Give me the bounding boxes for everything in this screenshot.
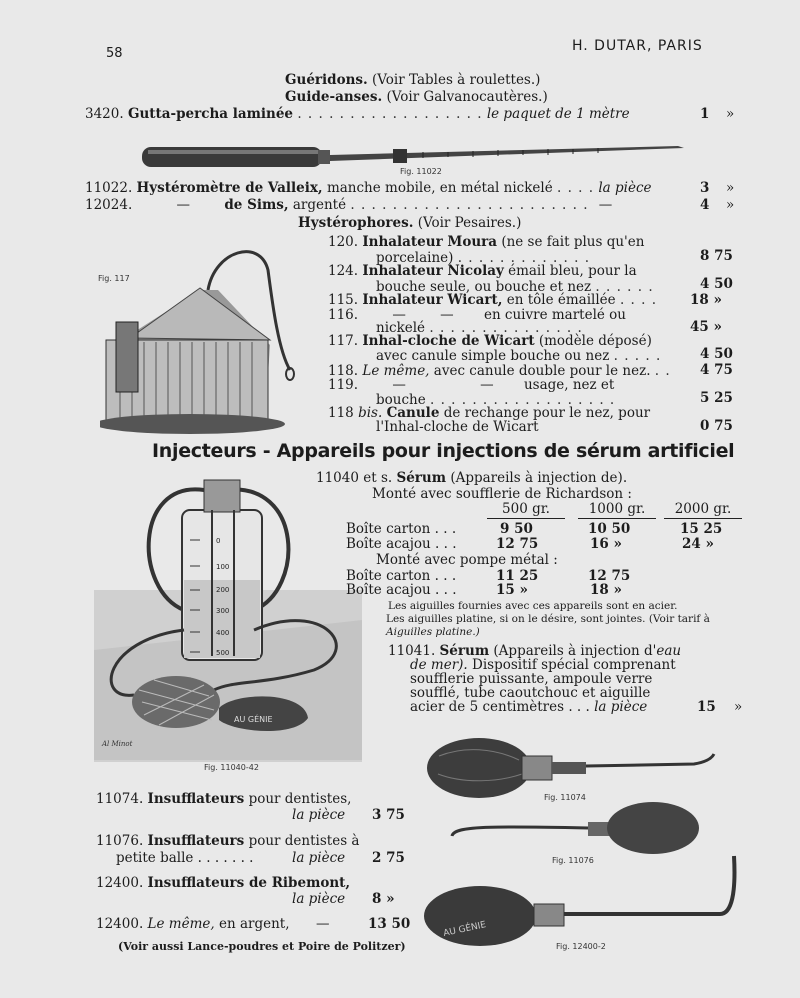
inhal-120-l2: porcelaine) . . . . . . . . . . . . . [376, 250, 591, 266]
guide-anses-term: Guide-anses. [285, 89, 383, 105]
footer-note: (Voir aussi Lance-poudres et Poire de Politzer) [118, 940, 406, 953]
section-title: Injecteurs - Appareils pour injections de sérum artificiel [152, 440, 735, 462]
publisher-header: H. DUTAR, PARIS [572, 38, 703, 54]
valleix-price: 3 [700, 180, 710, 196]
grad-0: 0 [216, 537, 221, 545]
insuf-12400-unit: la pièce [292, 891, 346, 907]
pompe-acajou-1000: 18 » [590, 582, 622, 598]
carton-500: 9 50 [500, 521, 533, 537]
col-500: 500 gr. [487, 501, 565, 519]
gutta-percha-line: 3420. Gutta-percha laminée . . . . . . . . . . . . . . . . . . le paquet de 1 mètre [85, 106, 630, 122]
inhal-118bis-price: 0 75 [700, 418, 733, 434]
sims-currency: » [726, 197, 735, 213]
item-code: 11022. [85, 180, 133, 196]
item-name: Gutta-percha laminée [127, 106, 294, 122]
item-name: Hystéromètre de Valleix, [136, 180, 323, 196]
insuf-11074-price: 3 75 [372, 807, 405, 823]
gutta-price: 1 [700, 106, 710, 122]
serum-mounted-1: Monté avec soufflerie de Richardson : [372, 486, 632, 502]
serum-apparatus-illustration [94, 470, 366, 762]
inhal-118bis-l2: l'Inhal-cloche de Wicart [376, 419, 539, 435]
serum2-l2: de mer). Dispositif spécial comprenant [410, 657, 676, 673]
insuf-11076-unit: la pièce [292, 850, 346, 866]
fig-11022-caption: Fig. 11022 [400, 167, 442, 176]
inhal-119-price: 5 25 [700, 390, 733, 406]
item-name: de Sims, [224, 197, 289, 213]
pompe-acajou-500: 15 » [496, 582, 528, 598]
insufflator-11074-illustration [424, 726, 716, 800]
item-desc: manche mobile, en métal nickelé [326, 180, 553, 196]
inhal-115-price: 18 » [690, 292, 722, 308]
engraver-signature: Al Minot [102, 740, 133, 748]
bulb-label-2: AU GÉNIE [442, 920, 488, 939]
grad-200: 200 [216, 586, 230, 594]
inhal-118bis-l1: 118 bis. Canule de rechange pour le nez, pour [328, 405, 651, 421]
inhal-116-price: 45 » [690, 319, 722, 335]
acajou-500: 12 75 [496, 536, 539, 552]
insuf-12400-l1: 12400. Insufflateurs de Ribemont, [96, 875, 351, 891]
serum-heading: 11040 et s. Sérum (Appareils à injection de). [316, 470, 628, 486]
carton-1000: 10 50 [588, 521, 631, 537]
row-carton-2: Boîte carton . . . [346, 568, 457, 584]
page-number: 58 [106, 46, 123, 61]
item-name: Hystérophores. [298, 215, 414, 231]
inhal-116-l1: 116. — — en cuivre martelé ou [328, 307, 626, 323]
serum-mounted-2: Monté avec pompe métal : [376, 552, 558, 568]
inhal-120-l1: 120. Inhalateur Moura (ne se fait plus qu'en [328, 234, 645, 250]
guide-anses-note: (Voir Galvanocautères.) [386, 89, 548, 105]
insuf-12400-price: 8 » [372, 891, 395, 907]
inhal-119-l2: bouche . . . . . . . . . . . . . . . . . . [376, 392, 616, 408]
grad-500: 500 [216, 649, 230, 657]
serum2-currency: » [734, 699, 743, 715]
item-unit: — [598, 197, 613, 213]
acajou-1000: 16 » [590, 536, 622, 552]
inhal-115-row: 115. Inhalateur Wicart, en tôle émaillée . . . . [328, 292, 657, 308]
inhal-124-price: 4 50 [700, 276, 733, 292]
item-desc: argenté [292, 197, 347, 213]
inhal-120-price: 8 75 [700, 248, 733, 264]
row-carton-1: Boîte carton . . . [346, 521, 457, 537]
pompe-carton-500: 11 25 [496, 568, 539, 584]
inhal-119-l1: 119. — — usage, nez et [328, 377, 615, 393]
insuf-12400-silver: 12400. Le même, en argent, [96, 916, 290, 932]
item-code: 12024. [85, 197, 133, 213]
sims-price: 4 [700, 197, 710, 213]
insuf-11076-l2: petite balle . . . . . . . [116, 850, 254, 866]
serum-note-1: Les aiguilles fournies avec ces appareils sont en acier. [388, 600, 678, 612]
gueridons-note: (Voir Tables à roulettes.) [372, 72, 541, 88]
carton-2000: 15 25 [680, 521, 723, 537]
inhal-116-l2: nickelé . . . . . . . . . . . . . . . [376, 320, 583, 336]
fig-12400-caption: Fig. 12400-2 [556, 942, 606, 951]
gutta-currency: » [726, 106, 735, 122]
fig-11076-caption: Fig. 11076 [552, 856, 594, 865]
serum2-price: 15 [697, 699, 716, 715]
acajou-2000: 24 » [682, 536, 714, 552]
serum2-l3: soufflerie puissante, ampoule verre [410, 671, 653, 687]
row-acajou-1: Boîte acajou . . . [346, 536, 457, 552]
insuf-11076-price: 2 75 [372, 850, 405, 866]
fig-11074-caption: Fig. 11074 [544, 793, 586, 802]
fig-117-caption: Fig. 117 [98, 274, 130, 283]
serum-note-2: Les aiguilles platine, si on le désire, sont jointes. (Voir tarif à [386, 613, 710, 625]
insuf-11074-unit: la pièce [292, 807, 346, 823]
grad-300: 300 [216, 607, 230, 615]
inhal-118-price: 4 75 [700, 362, 733, 378]
item-unit: le paquet de 1 mètre [486, 106, 630, 122]
serum2-l5: acier de 5 centimètres . . . la pièce [410, 699, 648, 715]
inhal-117-l1: 117. Inhal-cloche de Wicart (modèle déposé) [328, 333, 652, 349]
insuf-11074-l1: 11074. Insufflateurs pour dentistes, [96, 791, 352, 807]
inhal-117-l2: avec canule simple bouche ou nez . . . . . [376, 348, 662, 364]
gueridons-term: Guéridons. [285, 72, 368, 88]
valleix-currency: » [726, 180, 735, 196]
serum2-l4: soufflé, tube caoutchouc et aiguille [410, 685, 651, 701]
col-2000: 2000 gr. [664, 501, 742, 519]
row-acajou-2: Boîte acajou . . . [346, 582, 457, 598]
inhal-124-l2: bouche seule, ou bouche et nez . . . . . . [376, 279, 654, 295]
serum-note-3: Aiguilles platine.) [386, 626, 480, 638]
inhal-124-l1: 124. Inhalateur Nicolay émail bleu, pour la [328, 263, 637, 279]
item-unit: la pièce [598, 180, 652, 196]
fig-11040-caption: Fig. 11040-42 [204, 763, 259, 772]
grad-100: 100 [216, 563, 230, 571]
grad-400: 400 [216, 629, 230, 637]
insuf-11076-l1: 11076. Insufflateurs pour dentistes à [96, 833, 360, 849]
insufflator-12400-illustration [420, 852, 742, 948]
hysterometre-sims-row: 12024. — de Sims, argenté . . . . . . . . . . . . . . . . . . . . . . . — [85, 197, 613, 213]
ditto-dash: — [176, 197, 191, 213]
col-1000: 1000 gr. [578, 501, 656, 519]
gueridons-line [285, 72, 540, 88]
inhal-117-price: 4 50 [700, 346, 733, 362]
insufflator-11076-illustration [448, 790, 700, 856]
item-note: (Voir Pesaires.) [417, 215, 522, 231]
item-code: 3420. [85, 106, 124, 122]
pompe-carton-1000: 12 75 [588, 568, 631, 584]
inhal-118-row: 118. Le même, avec canule double pour le nez. . . [328, 363, 671, 379]
insuf-silver-dash: — [316, 916, 330, 932]
hysterometre-valleix-row: 11022. Hystéromètre de Valleix, manche mobile, en métal nickelé . . . . la pièce [85, 180, 652, 196]
guide-anses-line [285, 89, 548, 105]
serum2-l1: 11041. Sérum (Appareils à injection d'eau [388, 643, 682, 659]
bulb-label: AU GÉNIE [234, 715, 273, 724]
inhal-cloche-illustration [100, 240, 300, 435]
insuf-silver-price: 13 50 [368, 916, 411, 932]
hysterophores-line [298, 215, 521, 231]
